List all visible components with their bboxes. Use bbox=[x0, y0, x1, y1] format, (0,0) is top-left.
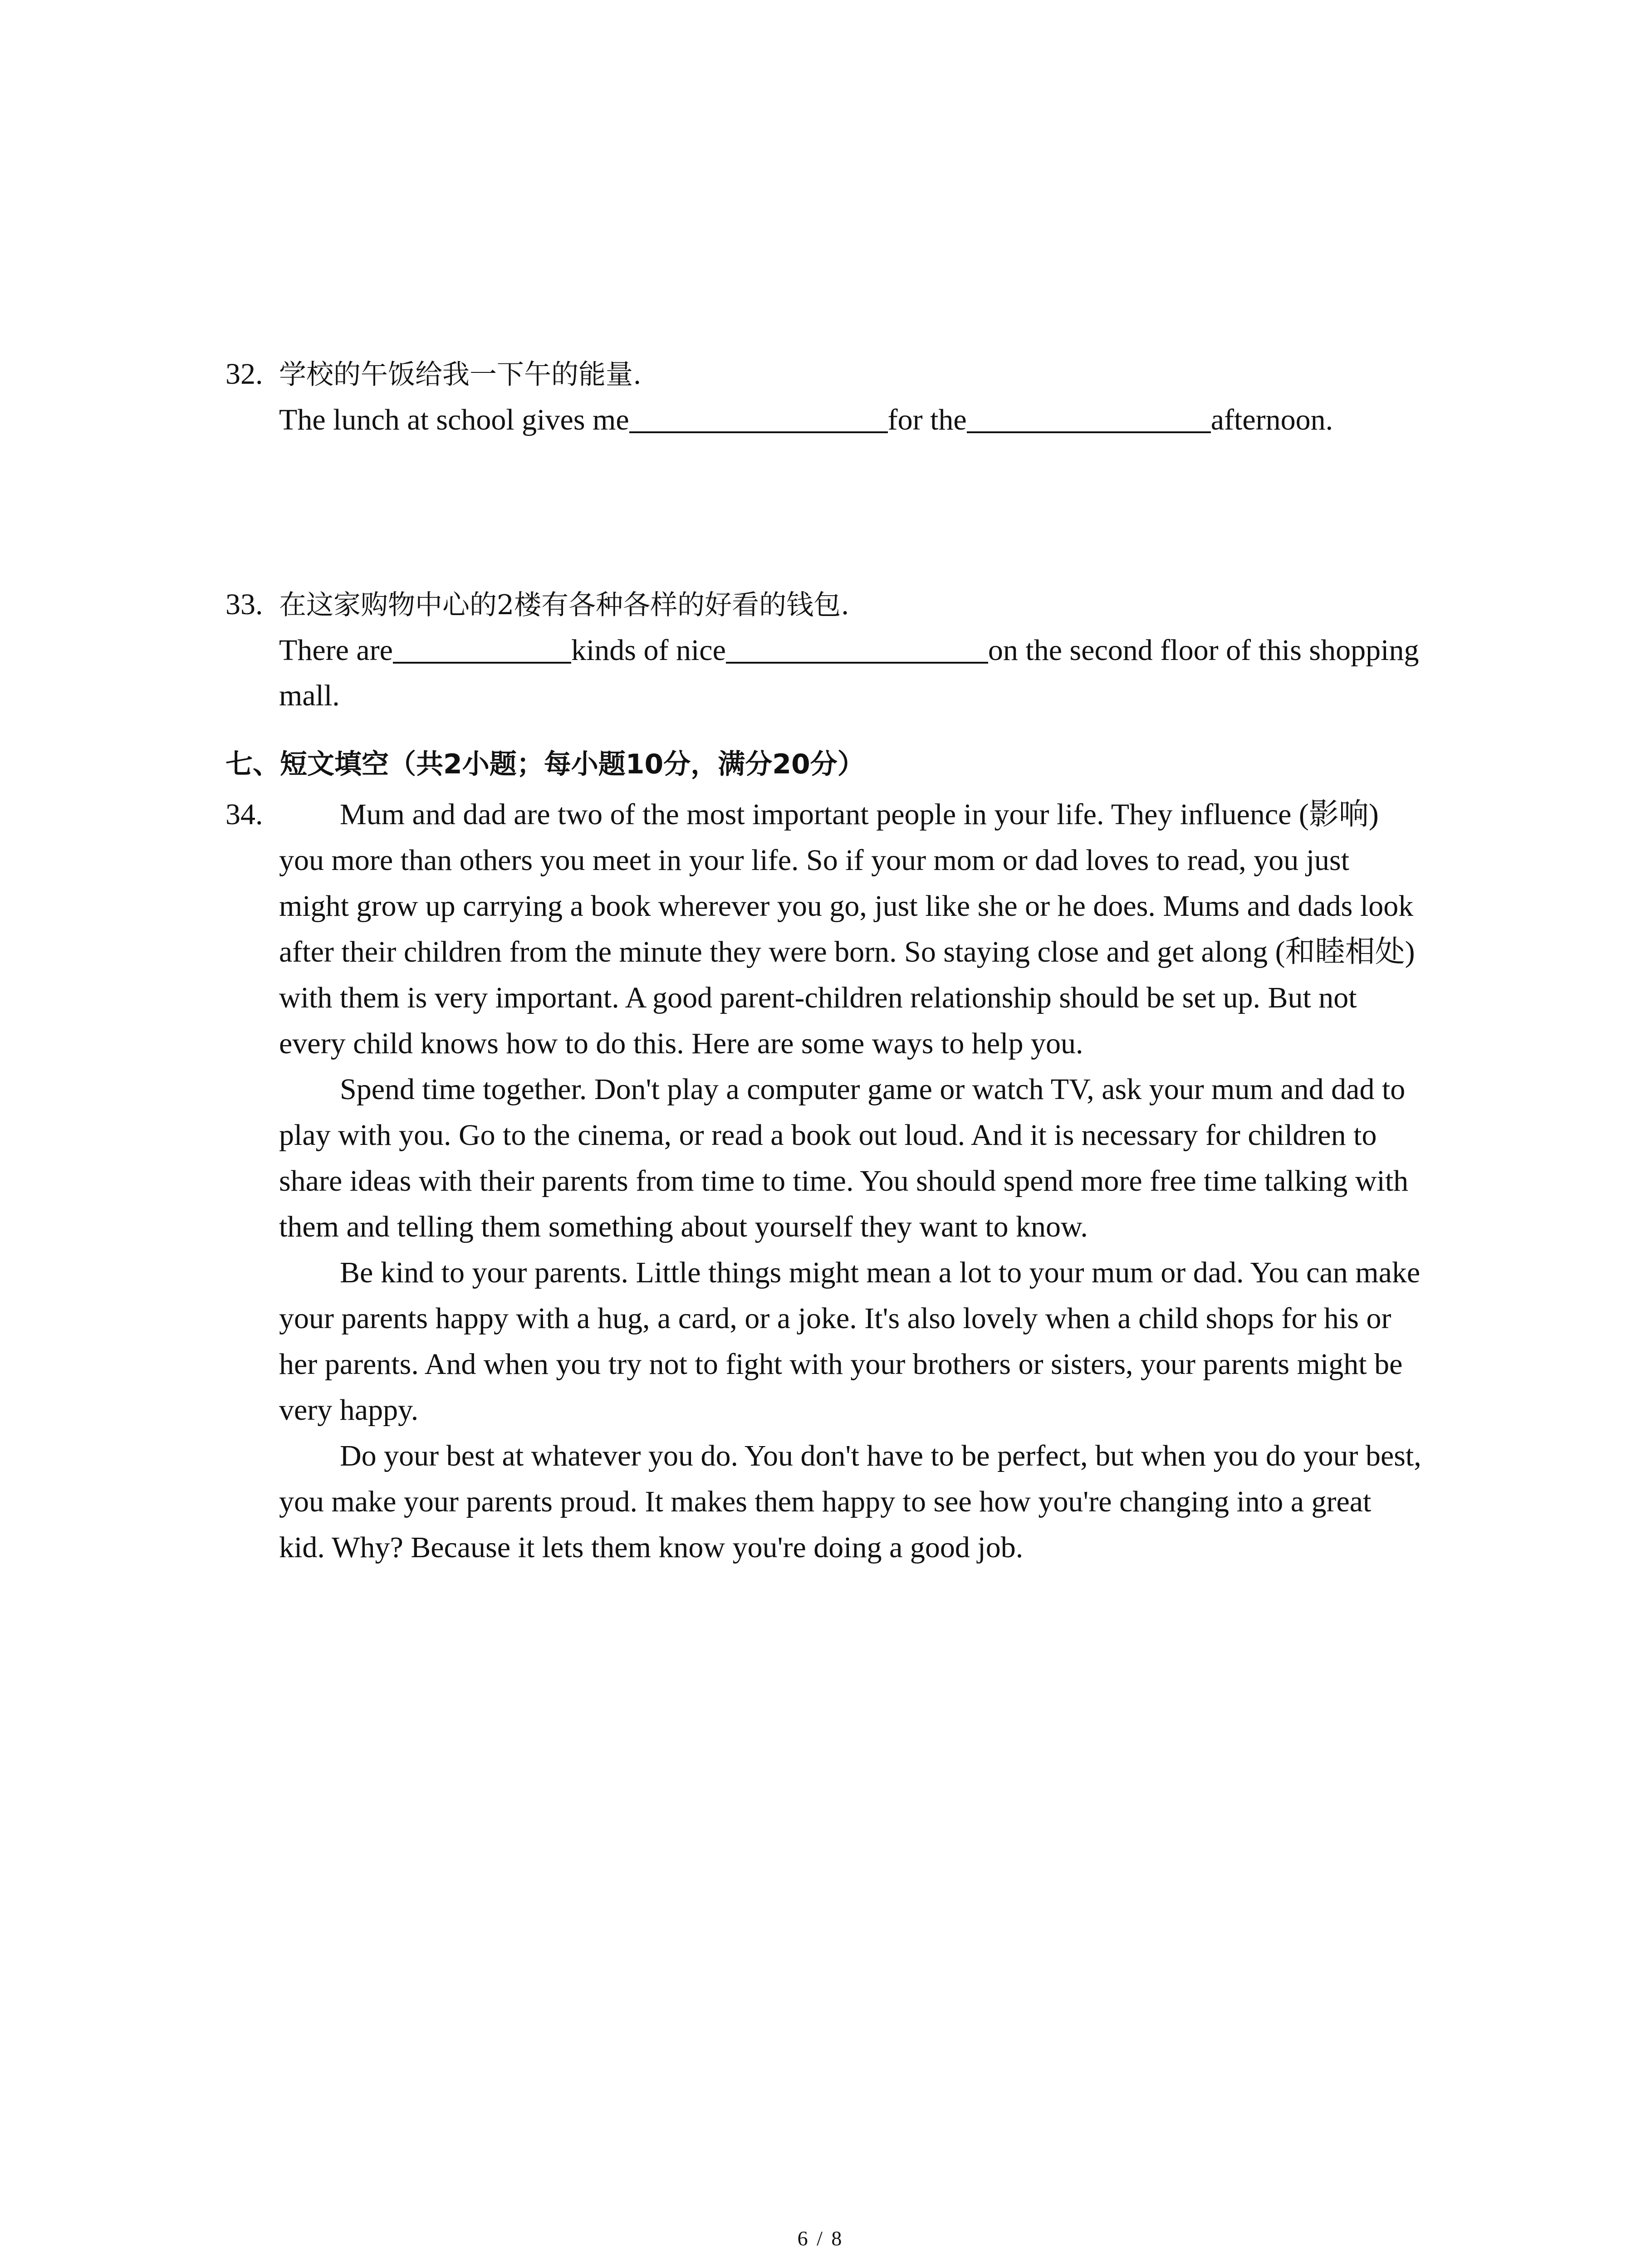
sentence-part: mall. bbox=[279, 679, 340, 712]
answer-blank-2[interactable] bbox=[967, 401, 1211, 433]
question-32-answer-line bbox=[225, 397, 1487, 443]
answer-blank-1[interactable] bbox=[393, 632, 571, 664]
passage-line: you more than others you meet in your life. So if your mom or dad loves to read, you just bbox=[279, 844, 1350, 877]
passage-line: your parents happy with a hug, a card, or a joke. It's also lovely when a child shops for his or bbox=[279, 1302, 1391, 1335]
passage-line: might grow up carrying a book wherever you go, just like she or he does. Mums and dads look bbox=[279, 890, 1414, 923]
question-32-prompt bbox=[225, 352, 1487, 397]
sentence-part: for the bbox=[887, 403, 967, 436]
passage-line: them and telling them something about yourself they want to know. bbox=[279, 1210, 1088, 1243]
page-number: 6 / 8 bbox=[797, 2227, 844, 2250]
question-33-prompt bbox=[225, 582, 1487, 628]
answer-blank-2[interactable] bbox=[726, 632, 988, 664]
question-number: 32. bbox=[225, 357, 263, 391]
question-32 bbox=[225, 352, 1487, 443]
passage-line: Mum and dad are two of the most important people in your life. They influence (影响) bbox=[340, 798, 1379, 831]
sentence-part: on the second floor of this shopping bbox=[988, 634, 1419, 667]
passage-line: share ideas with their parents from time to time. You should spend more free time talking with bbox=[279, 1164, 1409, 1198]
passage-line: her parents. And when you try not to fight with your brothers or sisters, your parents might be bbox=[279, 1348, 1403, 1381]
passage-line: with them is very important. A good parent-children relationship should be set up. But not bbox=[279, 981, 1357, 1014]
answer-blank-1[interactable] bbox=[629, 401, 888, 433]
question-number: 34. bbox=[225, 798, 263, 831]
passage-line: play with you. Go to the cinema, or read a book out loud. And it is necessary for children to bbox=[279, 1119, 1377, 1152]
chinese-sentence: 在这家购物中心的2楼有各种各样的好看的钱包. bbox=[279, 589, 850, 621]
question-34-passage bbox=[225, 792, 1460, 1570]
passage-line: Spend time together. Don't play a computer game or watch TV, ask your mum and dad to bbox=[340, 1073, 1406, 1106]
sentence-part: kinds of nice bbox=[571, 634, 726, 667]
chinese-sentence: 学校的午饭给我一下午的能量. bbox=[279, 359, 642, 391]
passage-line: Do your best at whatever you do. You don't have to be perfect, but when you do your best, bbox=[340, 1439, 1421, 1472]
passage-line: every child knows how to do this. Here are some ways to help you. bbox=[279, 1027, 1083, 1060]
sentence-part: The lunch at school gives me bbox=[279, 403, 629, 436]
passage-line: you make your parents proud. It makes them happy to see how you're changing into a great bbox=[279, 1485, 1372, 1518]
question-number: 33. bbox=[225, 588, 263, 621]
passage-line: Be kind to your parents. Little things might mean a lot to your mum or dad. You can make bbox=[340, 1256, 1421, 1289]
passage-line: after their children from the minute they were born. So staying close and get along (和睦相处) bbox=[279, 935, 1415, 968]
question-33-answer-line bbox=[225, 628, 1487, 673]
question-33-answer-line-2 bbox=[225, 673, 1487, 719]
section-heading: 七、短文填空（共2小题；每小题10分，满分20分） bbox=[225, 748, 865, 780]
sentence-part: afternoon. bbox=[1210, 403, 1333, 436]
passage-line: kid. Why? Because it lets them know you're doing a good job. bbox=[279, 1531, 1024, 1564]
question-33 bbox=[225, 582, 1487, 719]
sentence-part: There are bbox=[279, 634, 393, 667]
passage-line: very happy. bbox=[279, 1393, 419, 1427]
